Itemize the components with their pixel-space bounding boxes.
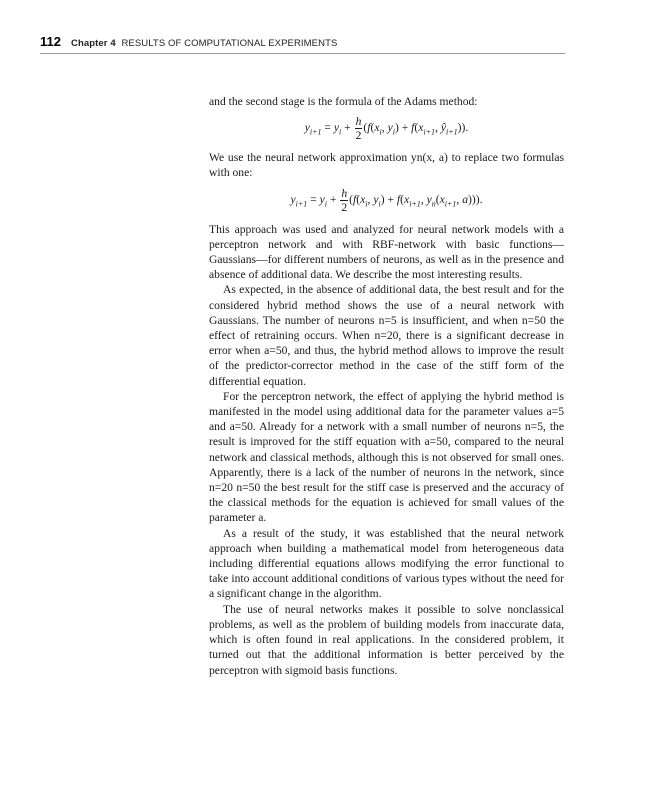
paragraph-gaussians: As expected, in the absence of additional data, the best result and for the considered hybrid method shows the use of a neural network with Gaussians. The number of neurons n=5 is insufficient, and when n=50 the effect of retraining occurs. When n=20, there is a significant decrease in error when a=50, and thus, the hybrid method allows to improve the result of the predictor-corrector method in the case of the stiff form of the differential equation.	[209, 283, 564, 388]
paragraph-replace: We use the neural network approximation yn(x, a) to replace two formulas with one:	[209, 151, 564, 180]
paragraph-intro: and the second stage is the formula of the Adams method:	[209, 95, 478, 108]
paragraph-nonclassical: The use of neural networks makes it possible to solve nonclassical problems, as well as the problem of building models from inaccurate data, which is often found in real applications. In the considered problem, it turned out that the additional information is better perceived by the perceptron with sigmoid basis functions.	[209, 602, 564, 677]
page-body	[209, 94, 564, 678]
chapter-label: Chapter 4	[70, 38, 116, 49]
equation-hybrid: $y_{i+1} = y_i$ + $\frac{h}{2}$ ($f(x_i$, $y_i) + f(x_{i+1}$, $y_n(x_{i+1}$, a))).	[290, 186, 483, 214]
paragraph-perceptron: For the perceptron network, the effect of applying the hybrid method is manifested in the model using additional data for the parameter values a=5 and a=50. Already for a network with a small number of neurons n=5, the result is improved for the stiff equation with a=50, compared to the neural network and classical methods, although this is not observed for small ones. Apparently, there is a lack of the number of neurons in the network, since n=20 n=50 the best result for the stiff case is preserved and the accuracy of the classical methods for the equation is achieved for small values of the parameter a.	[209, 389, 564, 525]
running-header	[40, 34, 565, 54]
paragraph-approach: This approach was used and analyzed for neural network models with a perceptron network and with RBF-network with basic functions—Gaussians—for different numbers of neurons, as well as in the presence and absence of additional data. We describe the most interesting results.	[209, 222, 564, 282]
equation-adams: $y_{i+1} = y_i$ + $\frac{h}{2}$ ($f(x_i$, $y_i) + f(x_{i+1}$, $ŷ_{i+1}$)).	[304, 115, 469, 143]
paragraph-conclusion: As a result of the study, it was established that the neural network approach when building a mathematical model from heterogeneous data including differential equations allows modifying the error functional to take into account additional conditions of various types without the need for a significant change in the algorithm.	[209, 526, 564, 601]
page-number: 112	[40, 34, 61, 49]
chapter-title: RESULTS OF COMPUTATIONAL EXPERIMENTS	[121, 38, 338, 49]
chapter-heading	[71, 38, 337, 49]
